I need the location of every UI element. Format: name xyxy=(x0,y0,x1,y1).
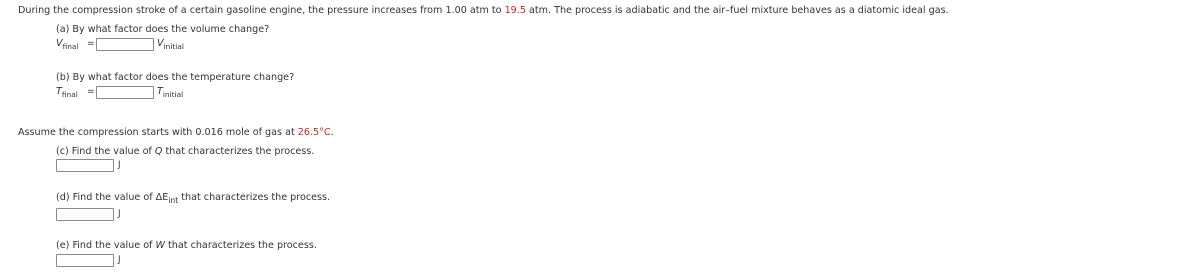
part-c-question: (c) Find the value of Q that characterizes the process. xyxy=(56,146,315,157)
part-b-lhs: $T_{final}$ xyxy=(56,86,78,99)
problem-text-start: During the compression stroke of a certain gasoline engine, the pressure increases from 1.00 atm to xyxy=(18,5,505,16)
problem-text-end: atm. The process is adiabatic and the air–fuel mixture behaves as a diatomic ideal gas. xyxy=(525,5,949,16)
work-w-input[interactable] xyxy=(56,254,114,267)
problem-statement xyxy=(18,5,949,16)
part-a-lhs: $V_{final}$ xyxy=(56,38,79,51)
part-e-question: (e) Find the value of W that characterizes the process. xyxy=(56,240,317,251)
internal-energy-unit: J xyxy=(118,209,121,219)
initial-temperature: 26.5°C xyxy=(297,127,331,138)
part-a-question: (a) By what factor does the volume change? xyxy=(56,24,270,35)
part-a-rhs: $V_{initial}$ xyxy=(157,38,184,51)
work-w-unit: J xyxy=(118,255,121,265)
part-a-equals: = xyxy=(87,39,95,49)
assumption-statement: Assume the compression starts with 0.016 mole of gas at 26.5°C. xyxy=(18,127,334,138)
part-b-equals: = xyxy=(87,87,95,97)
heat-q-input[interactable] xyxy=(56,159,114,172)
part-b-question: (b) By what factor does the temperature change? xyxy=(56,72,295,83)
volume-factor-input[interactable] xyxy=(96,38,154,51)
heat-q-unit: J xyxy=(118,160,121,170)
internal-energy-input[interactable] xyxy=(56,208,114,221)
temperature-factor-input[interactable] xyxy=(96,86,154,99)
part-b-rhs: $T_{initial}$ xyxy=(157,86,184,99)
pressure-value: 19.5 xyxy=(504,5,526,16)
part-d-question: (d) Find the value of $\Delta E_{int}$ that characterizes the process. xyxy=(56,192,331,205)
